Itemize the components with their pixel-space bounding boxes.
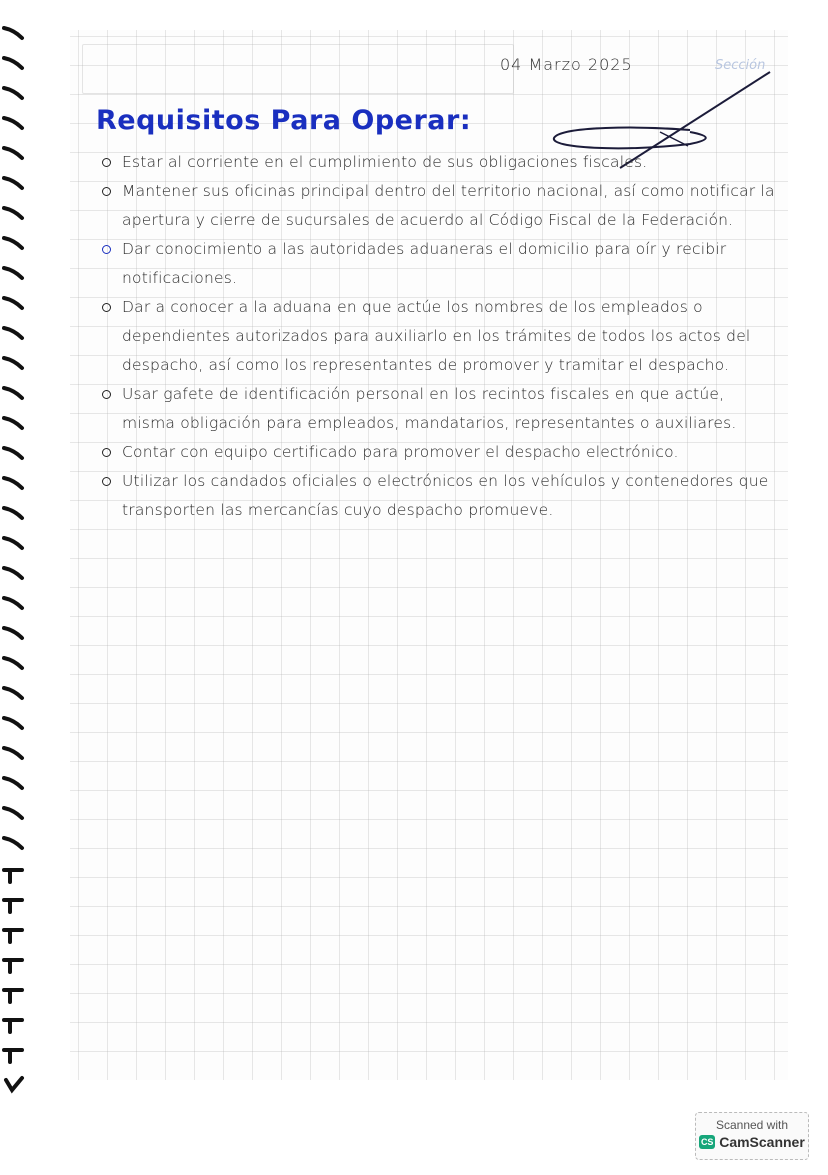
- bullet-icon: [102, 303, 111, 312]
- spiral-binding: [0, 0, 40, 1171]
- list-item-text: Contar con equipo certificado para promover el despacho electrónico.: [122, 443, 679, 461]
- page-title: Requisitos Para Operar:: [96, 105, 472, 136]
- notebook-page: [70, 30, 788, 1080]
- list-item: [100, 235, 780, 293]
- list-item: [100, 293, 780, 380]
- bullet-icon: [102, 390, 111, 399]
- date: 04 Marzo 2025: [500, 55, 633, 74]
- bullet-icon: [102, 187, 111, 196]
- list-item: [100, 177, 780, 235]
- list-item: [100, 380, 780, 438]
- list-item-text: Usar gafete de identificación personal en los recintos fiscales en que actúe, misma obligación para empleados, mandatarios, representantes o auxiliares.: [122, 385, 737, 432]
- requirements-list: [100, 148, 780, 525]
- list-item-text: Estar al corriente en el cumplimiento de sus obligaciones fiscales.: [122, 153, 648, 171]
- camscanner-logo-icon: CS: [700, 1137, 714, 1147]
- list-item-text: Dar conocimiento a las autoridades aduaneras el domicilio para oír y recibir notificaciones.: [122, 240, 727, 287]
- list-item: [100, 148, 780, 177]
- list-item-text: Mantener sus oficinas principal dentro del territorio nacional, así como notificar la apertura y cierre de sucursales de acuerdo al Código Fiscal de la Federación.: [122, 182, 775, 229]
- watermark-caption: Scanned with: [715, 1118, 789, 1132]
- bullet-icon: [102, 448, 111, 457]
- camscanner-watermark: [695, 1112, 809, 1160]
- bullet-icon: [102, 158, 111, 167]
- watermark-brand: [696, 1134, 808, 1150]
- list-item: [100, 438, 780, 467]
- section-label: Sección: [715, 58, 766, 73]
- watermark-brand-name: CamScanner: [719, 1134, 805, 1150]
- list-item: [100, 467, 780, 525]
- bullet-icon: [102, 245, 111, 254]
- bullet-icon: [102, 477, 111, 486]
- list-item-text: Dar a conocer a la aduana en que actúe los nombres de los empleados o dependientes autorizados para auxiliarlo en los trámites de todos los actos del despacho, así como los representantes de promover y tramitar el despacho.: [122, 298, 751, 374]
- list-item-text: Utilizar los candados oficiales o electrónicos en los vehículos y contenedores que transporten las mercancías cuyo despacho promueve.: [122, 472, 769, 519]
- header-box: [82, 44, 514, 94]
- spiral-rings-icon: [0, 0, 40, 1171]
